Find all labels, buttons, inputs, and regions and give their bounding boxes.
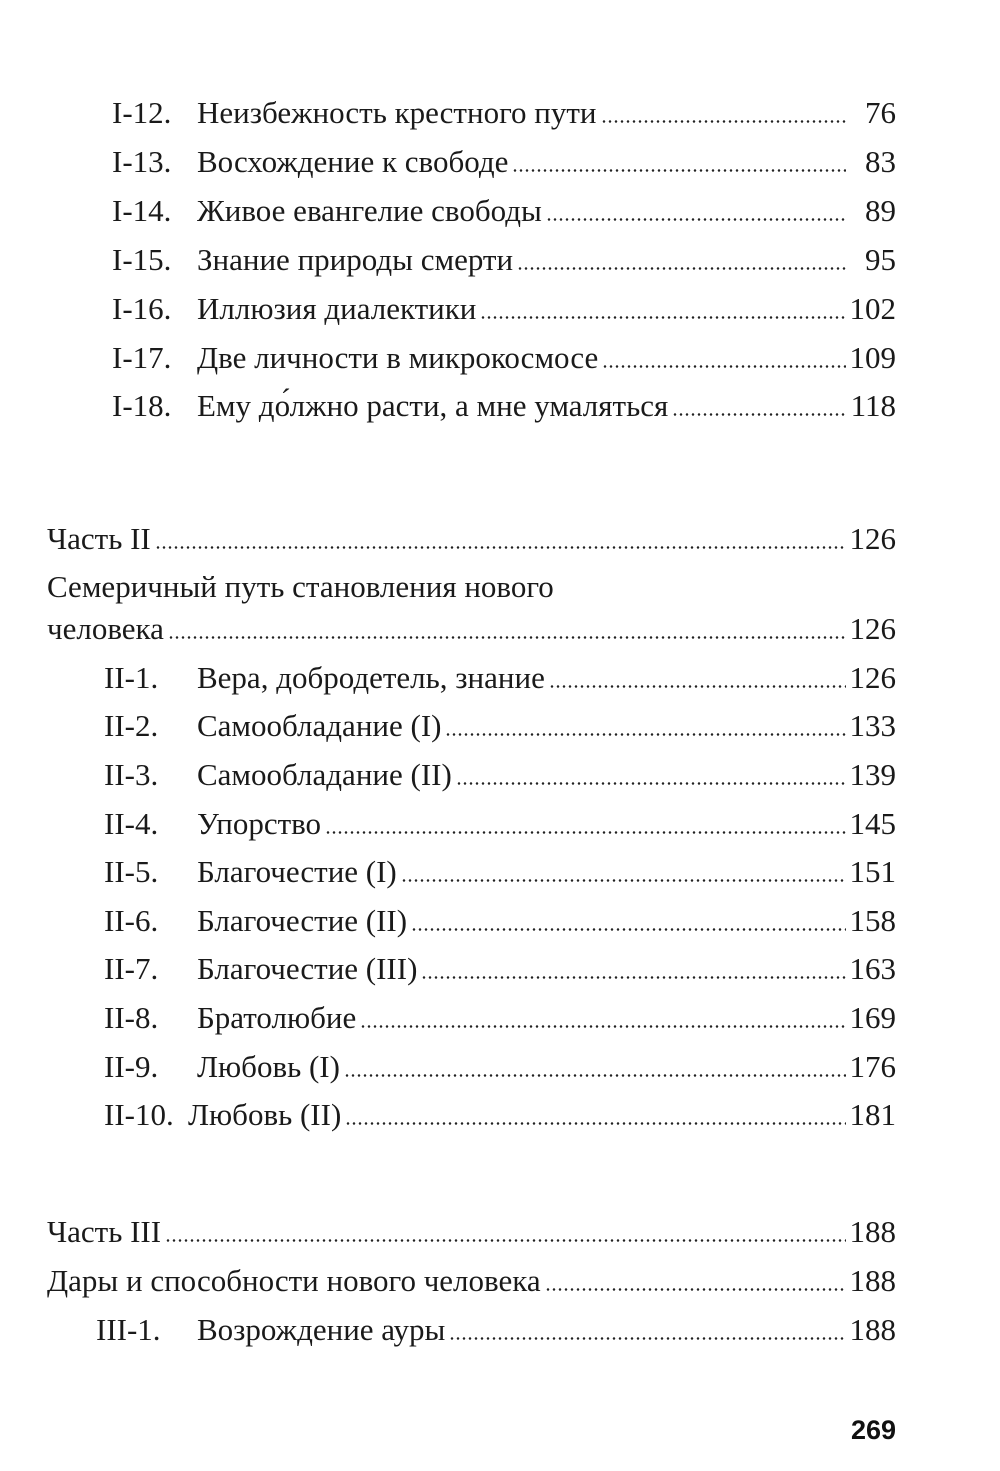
toc-entry bbox=[0, 852, 1000, 892]
entry-page: 188 bbox=[849, 1312, 896, 1347]
entry-number: II-9. bbox=[104, 1049, 159, 1084]
entry-title: Упорство bbox=[197, 806, 322, 841]
entry-page: 109 bbox=[849, 340, 896, 375]
toc-entry bbox=[0, 755, 1000, 795]
toc-entry bbox=[0, 804, 1000, 844]
entry-number: II-4. bbox=[104, 806, 159, 841]
entry-number: II-8. bbox=[104, 1000, 159, 1035]
entry-page: 139 bbox=[849, 757, 896, 792]
entry-page: 89 bbox=[865, 193, 896, 228]
dot-leader bbox=[345, 1122, 846, 1125]
dot-leader bbox=[601, 120, 847, 123]
section-heading-line bbox=[0, 567, 1000, 607]
entry-page: 181 bbox=[849, 1097, 896, 1132]
dot-leader bbox=[445, 733, 846, 736]
section-title-line2: человека bbox=[47, 611, 164, 646]
entry-number: II-3. bbox=[104, 757, 159, 792]
page-number: 269 bbox=[850, 1415, 896, 1445]
entry-title: Благочестие (II) bbox=[197, 903, 408, 938]
entry-title: Любовь (I) bbox=[197, 1049, 340, 1084]
section-heading bbox=[0, 1261, 1000, 1301]
entry-number: I-14. bbox=[112, 193, 172, 228]
toc-entry bbox=[0, 901, 1000, 941]
dot-leader bbox=[421, 976, 846, 979]
entry-page: 163 bbox=[849, 951, 896, 986]
entry-page: 145 bbox=[849, 806, 896, 841]
toc-entry bbox=[0, 240, 1000, 280]
part-label: Часть III bbox=[47, 1214, 162, 1249]
dot-leader bbox=[456, 782, 846, 785]
entry-page: 76 bbox=[865, 95, 896, 130]
entry-page: 118 bbox=[850, 388, 896, 423]
toc-entry bbox=[0, 93, 1000, 133]
entry-page: 133 bbox=[849, 708, 896, 743]
entry-number: I-17. bbox=[112, 340, 172, 375]
entry-title: Благочестие (I) bbox=[197, 854, 397, 889]
part-page: 188 bbox=[849, 1214, 896, 1249]
entry-number: III-1. bbox=[96, 1312, 161, 1347]
entry-page: 169 bbox=[849, 1000, 896, 1035]
section-page: 126 bbox=[849, 611, 896, 646]
dot-leader bbox=[517, 267, 846, 270]
part-label: Часть II bbox=[47, 521, 151, 556]
toc-entry bbox=[0, 1310, 1000, 1350]
toc-entry bbox=[0, 998, 1000, 1038]
section-title: Дары и способности нового человека bbox=[47, 1263, 541, 1298]
toc-entry bbox=[0, 142, 1000, 182]
entry-number: I-16. bbox=[112, 291, 172, 326]
entry-number: I-18. bbox=[112, 388, 172, 423]
entry-title: Знание природы смерти bbox=[197, 242, 514, 277]
entry-number: I-12. bbox=[112, 95, 172, 130]
dot-leader bbox=[165, 1239, 846, 1242]
dot-leader bbox=[549, 685, 846, 688]
entry-number: II-7. bbox=[104, 951, 159, 986]
entry-number: I-13. bbox=[112, 144, 172, 179]
entry-title: Восхождение к свободе bbox=[197, 144, 509, 179]
toc-entry bbox=[0, 949, 1000, 989]
dot-leader bbox=[512, 169, 846, 172]
toc-entry bbox=[0, 289, 1000, 329]
entry-title: Ему до́лжно расти, а мне умаляться bbox=[197, 388, 669, 423]
dot-leader bbox=[602, 365, 846, 368]
dot-leader bbox=[401, 879, 846, 882]
dot-leader bbox=[545, 1288, 846, 1291]
dot-leader bbox=[360, 1025, 846, 1028]
entry-title: Две личности в микрокосмосе bbox=[197, 340, 599, 375]
dot-leader bbox=[168, 636, 846, 639]
dot-leader bbox=[344, 1074, 846, 1077]
toc-entry bbox=[0, 706, 1000, 746]
entry-page: 83 bbox=[865, 144, 896, 179]
entry-number: II-6. bbox=[104, 903, 159, 938]
dot-leader bbox=[155, 546, 846, 549]
entry-page: 95 bbox=[865, 242, 896, 277]
entry-page: 126 bbox=[849, 660, 896, 695]
section-page: 188 bbox=[849, 1263, 896, 1298]
dot-leader bbox=[480, 316, 846, 319]
entry-title: Братолюбие bbox=[197, 1000, 357, 1035]
toc-entry bbox=[0, 191, 1000, 231]
entry-page: 158 bbox=[849, 903, 896, 938]
part-heading bbox=[0, 1212, 1000, 1252]
toc-entry bbox=[0, 338, 1000, 378]
dot-leader bbox=[325, 831, 846, 834]
dot-leader bbox=[546, 218, 846, 221]
entry-title: Вера, добродетель, знание bbox=[197, 660, 545, 695]
toc-entry bbox=[0, 1047, 1000, 1087]
toc-entry bbox=[0, 386, 1000, 426]
part-page: 126 bbox=[849, 521, 896, 556]
entry-page: 151 bbox=[849, 854, 896, 889]
part-heading bbox=[0, 519, 1000, 559]
entry-title: Благочестие (III) bbox=[197, 951, 418, 986]
toc-entry bbox=[0, 1095, 1000, 1135]
entry-title: Возрождение ауры bbox=[197, 1312, 446, 1347]
section-title-line1: Семеричный путь становления нового bbox=[47, 569, 554, 604]
entry-number: II-10. bbox=[104, 1097, 174, 1132]
entry-number: II-1. bbox=[104, 660, 159, 695]
entry-number: I-15. bbox=[112, 242, 172, 277]
entry-number: II-2. bbox=[104, 708, 159, 743]
dot-leader bbox=[411, 928, 846, 931]
entry-title: Живое евангелие свободы bbox=[197, 193, 542, 228]
toc-entry bbox=[0, 658, 1000, 698]
entry-title: Самообладание (I) bbox=[197, 708, 442, 743]
entry-title: Неизбежность крестного пути bbox=[197, 95, 597, 130]
entry-number: II-5. bbox=[104, 854, 159, 889]
entry-page: 102 bbox=[849, 291, 896, 326]
entry-page: 176 bbox=[849, 1049, 896, 1084]
section-heading bbox=[0, 609, 1000, 649]
entry-title: Самообладание (II) bbox=[197, 757, 452, 792]
entry-title: Иллюзия диалектики bbox=[197, 291, 477, 326]
dot-leader bbox=[672, 413, 846, 416]
entry-title: Любовь (II) bbox=[188, 1097, 342, 1132]
dot-leader bbox=[449, 1337, 846, 1340]
